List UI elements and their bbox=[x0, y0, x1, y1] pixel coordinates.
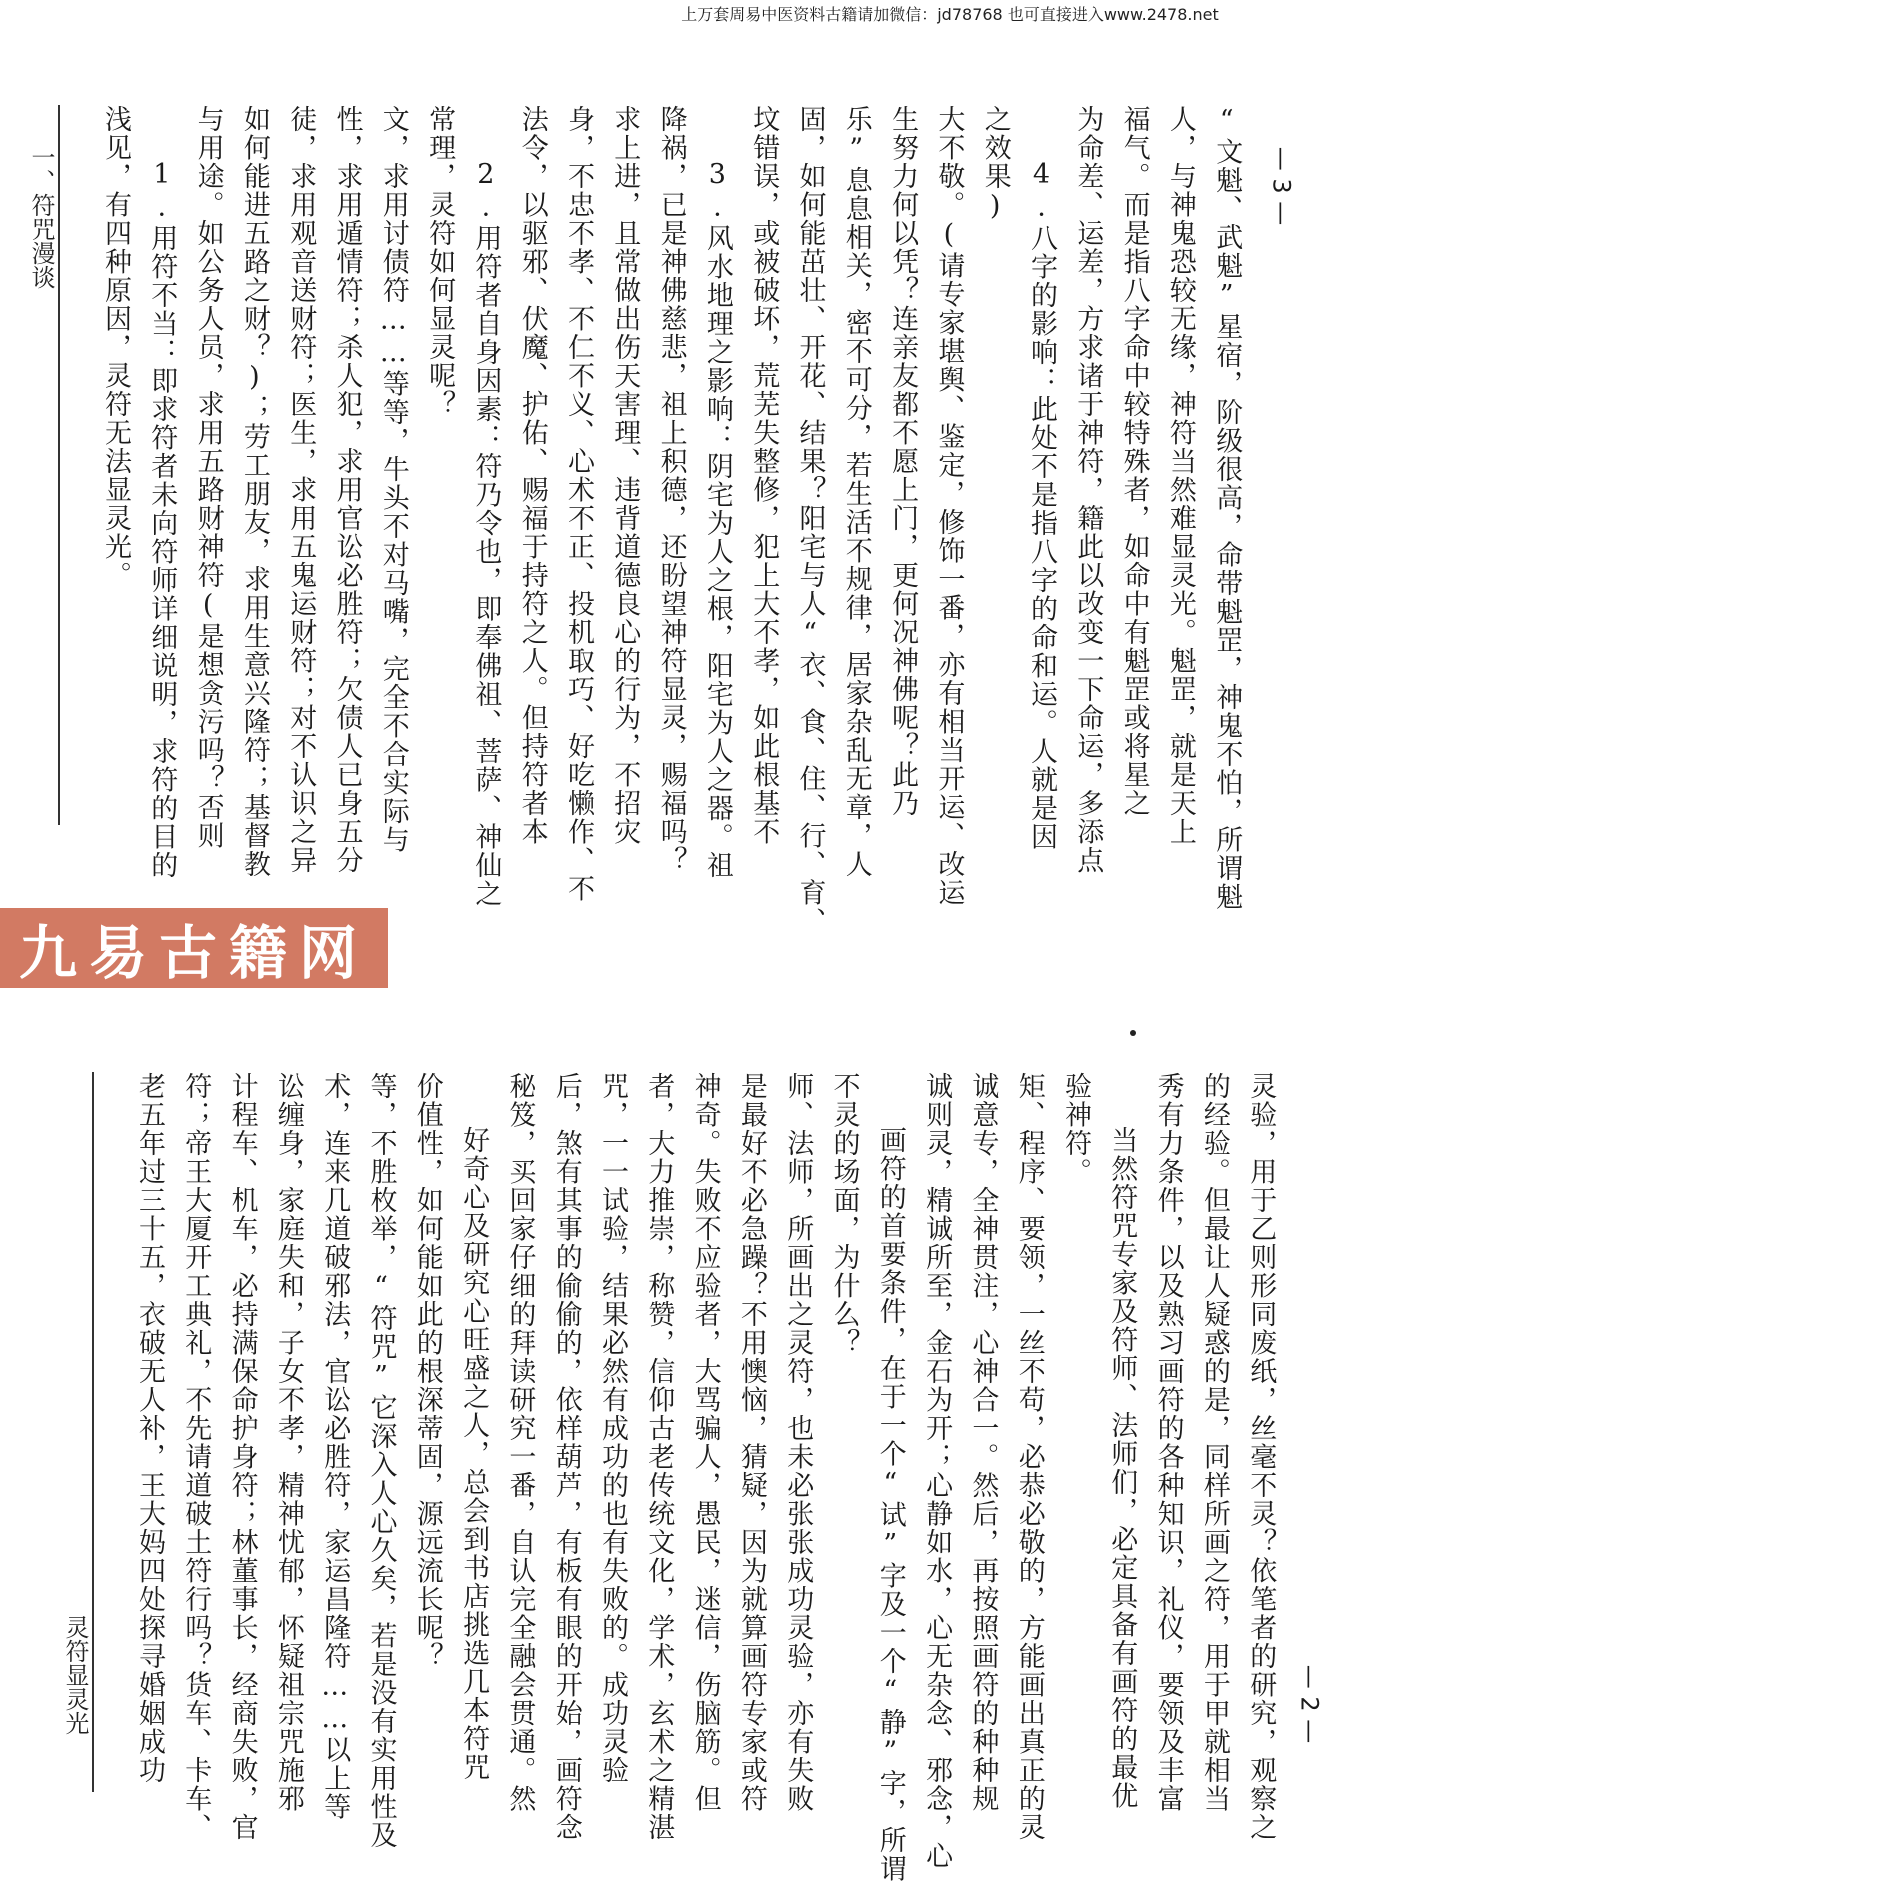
text-column: 价值性，如何能如此的根深蒂固，源远流长呢？ bbox=[411, 1072, 443, 1671]
text-column: 灵验，用于乙则形同废纸，丝毫不灵？依笔者的研究，观察之 bbox=[1245, 1072, 1277, 1842]
text-column: 1.用符不当：即求符者未向符师详细说明，求符的目的 bbox=[146, 159, 178, 880]
text-column: 性，求用遁情符；杀人犯，求用官讼必胜符；欠债人已身五分 bbox=[331, 105, 363, 875]
text-column: 身，不忠不孝、不仁不义、心术不正、投机取巧、好吃懒作、不 bbox=[563, 105, 594, 903]
text-column: 老五年过三十五，衣破无人补，王大妈四处探寻婚姻成功 bbox=[134, 1072, 165, 1785]
text-column: 等，不胜枚举，“符咒”它深入人心久矣，若是没有实用性及 bbox=[365, 1072, 397, 1850]
text-column: 为命差、运差，方求诸于神符，籍此以改变一下命运，多添点 bbox=[1072, 105, 1104, 875]
text-column: 讼缠身，家庭失和，子女不孝，精神忧郁，怀疑祖宗咒施邪 bbox=[272, 1072, 304, 1813]
text-column: 之效果) bbox=[979, 105, 1011, 223]
text-column: 诚意专，全神贯注，心神合一。然后，再按照画符的种种规 bbox=[967, 1072, 999, 1813]
text-column: 的经验。但最让人疑惑的是，同样所画之符，用于甲就相当 bbox=[1198, 1072, 1230, 1813]
scan-speck bbox=[1130, 1030, 1136, 1036]
text-column: 2.用符者自身因素：符乃令也，即奉佛祖、菩萨、神仙之 bbox=[470, 159, 502, 908]
text-column: 计程车、机车，必持满保命护身符；林董事长，经商失败，官 bbox=[226, 1072, 258, 1842]
text-column: 师、法师，所画出之灵符，也未必张张成功灵验，亦有失败 bbox=[782, 1072, 814, 1813]
text-column: 与用途。如公务人员，求用五路财神符(是想贪污吗？否则 bbox=[192, 105, 224, 850]
text-column: 是最好不必急躁？不用懊恼，猜疑，因为就算画符专家或符 bbox=[735, 1072, 767, 1813]
text-column: 当然符咒专家及符师、法师们，必定具备有画符的最优 bbox=[1106, 1126, 1138, 1810]
text-column: 咒，一一试验，结果必然有成功的也有失败的。成功灵验 bbox=[597, 1072, 628, 1785]
text-column: “文魁、武魁”星宿，阶级很高，命带魁罡，神鬼不怕，所谓魁 bbox=[1211, 105, 1243, 911]
text-column: 降祸，已是神佛慈悲，祖上积德，还盼望神符显灵，赐福吗？ bbox=[655, 105, 687, 875]
right-page-number: — 3 — bbox=[1267, 146, 1296, 226]
text-column: 好奇心及研究心旺盛之人，总会到书店挑选几本符咒 bbox=[458, 1126, 490, 1782]
right-page-header: 一、符咒漫谈 bbox=[27, 145, 55, 289]
text-column: 生努力何以凭？连亲友都不愿上门，更何况神佛呢？此乃 bbox=[887, 105, 919, 818]
text-column: 者，大力推崇，称赞，信仰古老传统文化，学术，玄术之精湛 bbox=[643, 1072, 675, 1842]
left-page-header: 灵符显灵光 bbox=[61, 1615, 89, 1735]
text-column: 不灵的场面，为什么？ bbox=[828, 1072, 860, 1357]
text-column: 求上进，且常做出伤天害理、违背道德良心的行为，不招灾 bbox=[609, 105, 641, 846]
text-column: 4.八字的影响：此处不是指八字的命和运。人就是因 bbox=[1026, 159, 1057, 851]
text-column: 术，连来几道破邪法，官讼必胜符，家运昌隆符……以上等 bbox=[319, 1072, 351, 1821]
text-column: 秘笈，买回家仔细的拜读研究一番，自认完全融会贯通。然 bbox=[504, 1072, 536, 1813]
text-column: 大不敬。(请专家堪舆、鉴定，修饰一番，亦有相当开运、改运 bbox=[933, 105, 965, 907]
text-column: 文，求用讨债符……等等，牛头不对马嘴，完全不合实际与 bbox=[377, 105, 409, 854]
text-column: 后，煞有其事的偷偷的，依样葫芦，有板有眼的开始，画符念 bbox=[550, 1072, 582, 1842]
text-column: 符；帝王大厦开工典礼，不先请道破土符行吗？货车、卡车、 bbox=[180, 1072, 212, 1842]
text-column: 固，如何能茁壮、开花、结果？阳宅与人“衣、食、住、行、育、 bbox=[794, 105, 826, 936]
text-column: 常理，灵符如何显灵呢？ bbox=[424, 105, 456, 419]
text-column: 乐”息息相关，密不可分，若生活不规律，居家杂乱无章，人 bbox=[840, 105, 872, 879]
text-column: 浅见，有四种原因，灵符无法显灵光。 bbox=[100, 105, 131, 590]
text-column: 法令，以驱邪、伏魔、护佑、赐福于持符之人。但持符者本 bbox=[516, 105, 548, 846]
site-logo: 九易古籍网 bbox=[0, 908, 388, 988]
left-page-rule bbox=[92, 1072, 94, 1792]
text-column: 福气。而是指八字命中较特殊者，如命中有魁罡或将星之 bbox=[1118, 105, 1150, 818]
text-column: 秀有力条件，以及熟习画符的各种知识，礼仪，要领及丰富 bbox=[1152, 1072, 1184, 1813]
right-page-rule bbox=[58, 105, 60, 825]
text-column: 神奇。失败不应验者，大骂骗人，愚民，迷信，伤脑筋。但 bbox=[689, 1072, 721, 1813]
watermark-banner: 上万套周易中医资料古籍请加微信：jd78768 也可直接进入www.2478.net bbox=[681, 5, 1219, 24]
text-column: 人，与神鬼恐较无缘，神符当然难显灵光。魁罡，就是天上 bbox=[1164, 105, 1196, 846]
text-column: 矩、程序、要领，一丝不苟，必恭必敬的，方能画出真正的灵 bbox=[1013, 1072, 1045, 1842]
text-column: 徒，求用观音送财符；医生，求用五鬼运财符；对不认识之异 bbox=[285, 105, 317, 875]
text-column: 坟错误，或被破坏，荒芜失整修，犯上大不孝，如此根基不 bbox=[748, 105, 780, 846]
left-page-number: — 2 — bbox=[1295, 1664, 1324, 1744]
text-column: 诚则灵，精诚所至，金石为开；心静如水，心无杂念、邪念，心 bbox=[921, 1072, 953, 1870]
text-column: 画符的首要条件，在于一个“试”字及一个“静”字，所谓 bbox=[874, 1126, 906, 1883]
text-column: 验神符。 bbox=[1060, 1072, 1091, 1186]
text-column: 3.风水地理之影响：阴宅为人之根，阳宅为人之器。祖 bbox=[701, 159, 733, 880]
text-column: 如何能进五路之财？)；劳工朋友，求用生意兴隆符；基督教 bbox=[238, 105, 270, 879]
